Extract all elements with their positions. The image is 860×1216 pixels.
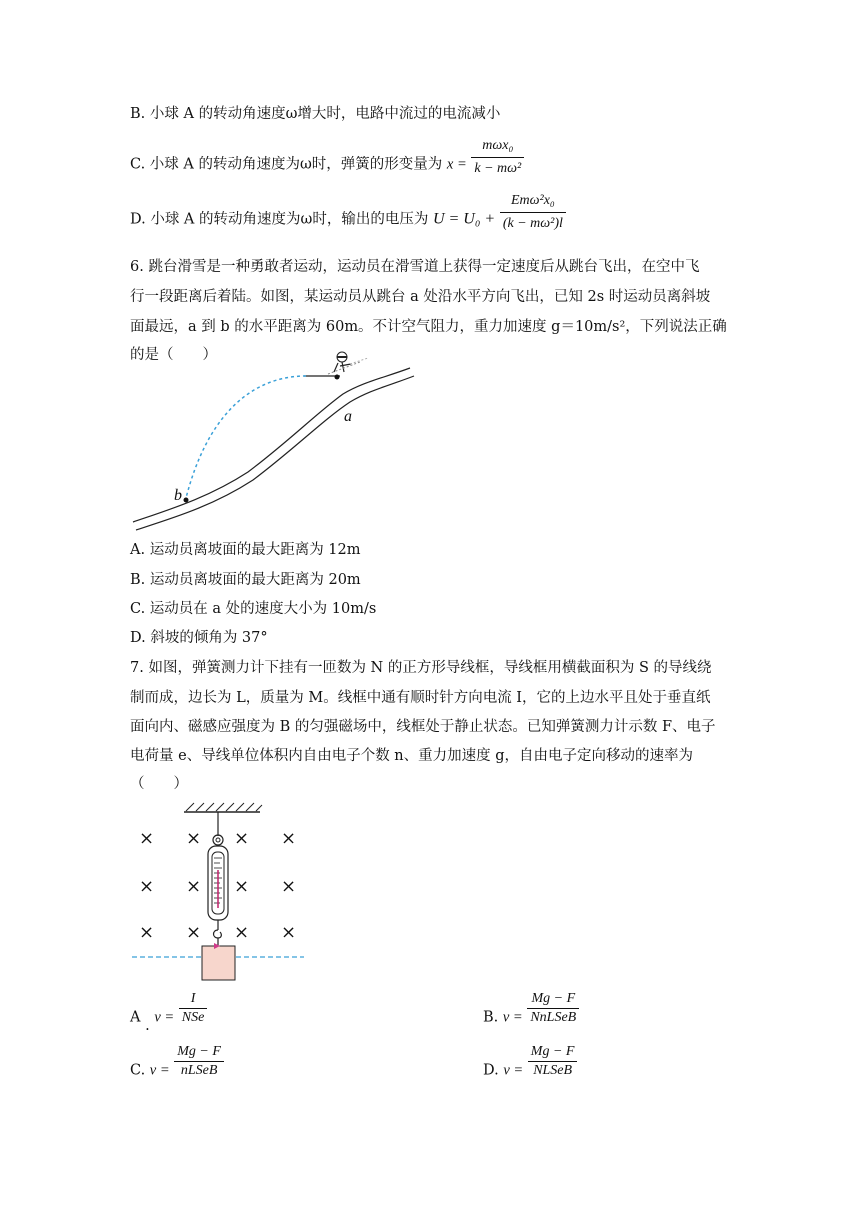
- q7-option-a-dot: .: [145, 1017, 150, 1034]
- q5-option-d-numerator: Emω²x₀: [500, 191, 566, 213]
- q5-option-b: B. 小球 A 的转动角速度ω增大时，电路中流过的电流减小: [130, 106, 501, 122]
- q5-option-c-lhs: x =: [446, 156, 467, 173]
- q7-option-d-lhs: v =: [503, 1062, 524, 1079]
- q7-stem-line-3: 面向内、磁感应强度为 B 的匀强磁场中，线框处于静止状态。已知弹簧测力计示数 F、电子: [130, 719, 716, 735]
- q6-option-c: C. 运动员在 a 处的速度大小为 10m/s: [130, 601, 377, 617]
- q6-option-a: A. 运动员离坡面的最大距离为 12m: [130, 542, 361, 558]
- field-cross: ×: [281, 922, 297, 943]
- q5-option-c-numerator: mωx₀: [471, 136, 524, 158]
- q5-option-d-text: D. 小球 A 的转动角速度为ω时，输出的电压为: [130, 211, 429, 228]
- q7-option-d: [483, 1044, 577, 1080]
- q7-option-b-denominator: NnLSeB: [530, 1010, 577, 1025]
- q6-label-b: b: [174, 487, 182, 504]
- q7-option-a-fraction: [179, 991, 208, 1026]
- q6-option-b: B. 运动员离坡面的最大距离为 20m: [130, 572, 361, 588]
- q6-option-d: D. 斜坡的倾角为 37°: [130, 630, 268, 646]
- q5-option-d-denominator: (k − mω²)l: [502, 216, 563, 231]
- field-cross: ×: [186, 828, 202, 849]
- q7-option-c-numerator: Mg − F: [174, 1044, 224, 1062]
- field-cross: ×: [139, 876, 155, 897]
- q6-stem-line-3: 面最远，a 到 b 的水平距离为 60m。不计空气阻力，重力加速度 g＝10m/s²，下列说法正确: [130, 319, 727, 335]
- q7-option-a: [130, 991, 207, 1034]
- q6-stem-line-1: 6. 跳台滑雪是一种勇敢者运动，运动员在滑雪道上获得一定速度后从跳台飞出，在空中飞: [130, 259, 700, 275]
- q5-option-d: [130, 193, 566, 234]
- field-cross: ×: [186, 876, 202, 897]
- q7-option-d-denominator: NLSeB: [533, 1063, 573, 1078]
- q7-option-b-fraction: [527, 991, 579, 1026]
- q7-stem-line-4: 电荷量 e、导线单位体积内自由电子个数 n、重力加速度 g，自由电子定向移动的速率为: [130, 748, 694, 764]
- field-cross: ×: [281, 828, 297, 849]
- q7-option-c-lhs: v =: [149, 1062, 170, 1079]
- q7-option-c-denominator: nLSeB: [180, 1063, 218, 1078]
- ski-jump-figure: [128, 350, 418, 535]
- field-cross: ×: [139, 922, 155, 943]
- q7-option-c-fraction: [174, 1044, 224, 1079]
- q7-option-c-label: C.: [130, 1062, 146, 1079]
- q7-stem-line-2: 制而成，边长为 L，质量为 M。线框中通有顺时针方向电流 I，它的上边水平且处于垂直纸: [130, 690, 711, 706]
- q5-option-d-fraction: [500, 191, 566, 234]
- q5-option-d-lhs: U = U₀ +: [432, 210, 496, 228]
- q7-option-c: [130, 1044, 224, 1080]
- q7-option-d-fraction: [528, 1044, 578, 1079]
- q7-option-a-lhs: v =: [154, 1009, 175, 1026]
- skier-icon: [328, 352, 368, 374]
- field-cross: ×: [281, 876, 297, 897]
- q7-option-a-numerator: I: [179, 991, 208, 1009]
- q7-option-d-label: D.: [483, 1062, 499, 1079]
- q7-option-b-numerator: Mg − F: [527, 991, 579, 1009]
- field-cross: ×: [139, 828, 155, 849]
- q7-stem-line-5: （ ）: [130, 776, 188, 792]
- q6-label-a: a: [344, 408, 352, 425]
- q7-option-b: [483, 991, 579, 1027]
- q5-option-c-text: C. 小球 A 的转动角速度为ω时，弹簧的形变量为: [130, 156, 443, 173]
- q6-stem-line-4: 的是（ ）: [130, 347, 217, 363]
- field-cross: ×: [234, 876, 250, 897]
- q7-option-a-label: A: [130, 1009, 141, 1026]
- q7-option-b-label: B.: [483, 1009, 499, 1026]
- field-cross: ×: [186, 922, 202, 943]
- spring-scale-figure: [128, 800, 308, 985]
- q6-stem-line-2: 行一段距离后着陆。如图，某运动员从跳台 a 处沿水平方向飞出，已知 2s 时运动员离斜坡: [130, 289, 711, 305]
- q7-option-d-numerator: Mg − F: [528, 1044, 578, 1062]
- field-cross: ×: [234, 922, 250, 943]
- q7-option-b-lhs: v =: [502, 1009, 523, 1026]
- q5-option-c-fraction: [471, 136, 524, 179]
- field-cross: ×: [234, 828, 250, 849]
- q7-stem-line-1: 7. 如图，弹簧测力计下挂有一匝数为 N 的正方形导线框，导线框用横截面积为 S 的导线绕: [130, 660, 712, 676]
- q5-option-c-denominator: k − mω²: [474, 161, 522, 176]
- q7-option-a-denominator: NSe: [181, 1010, 205, 1025]
- q5-option-c: [130, 138, 524, 179]
